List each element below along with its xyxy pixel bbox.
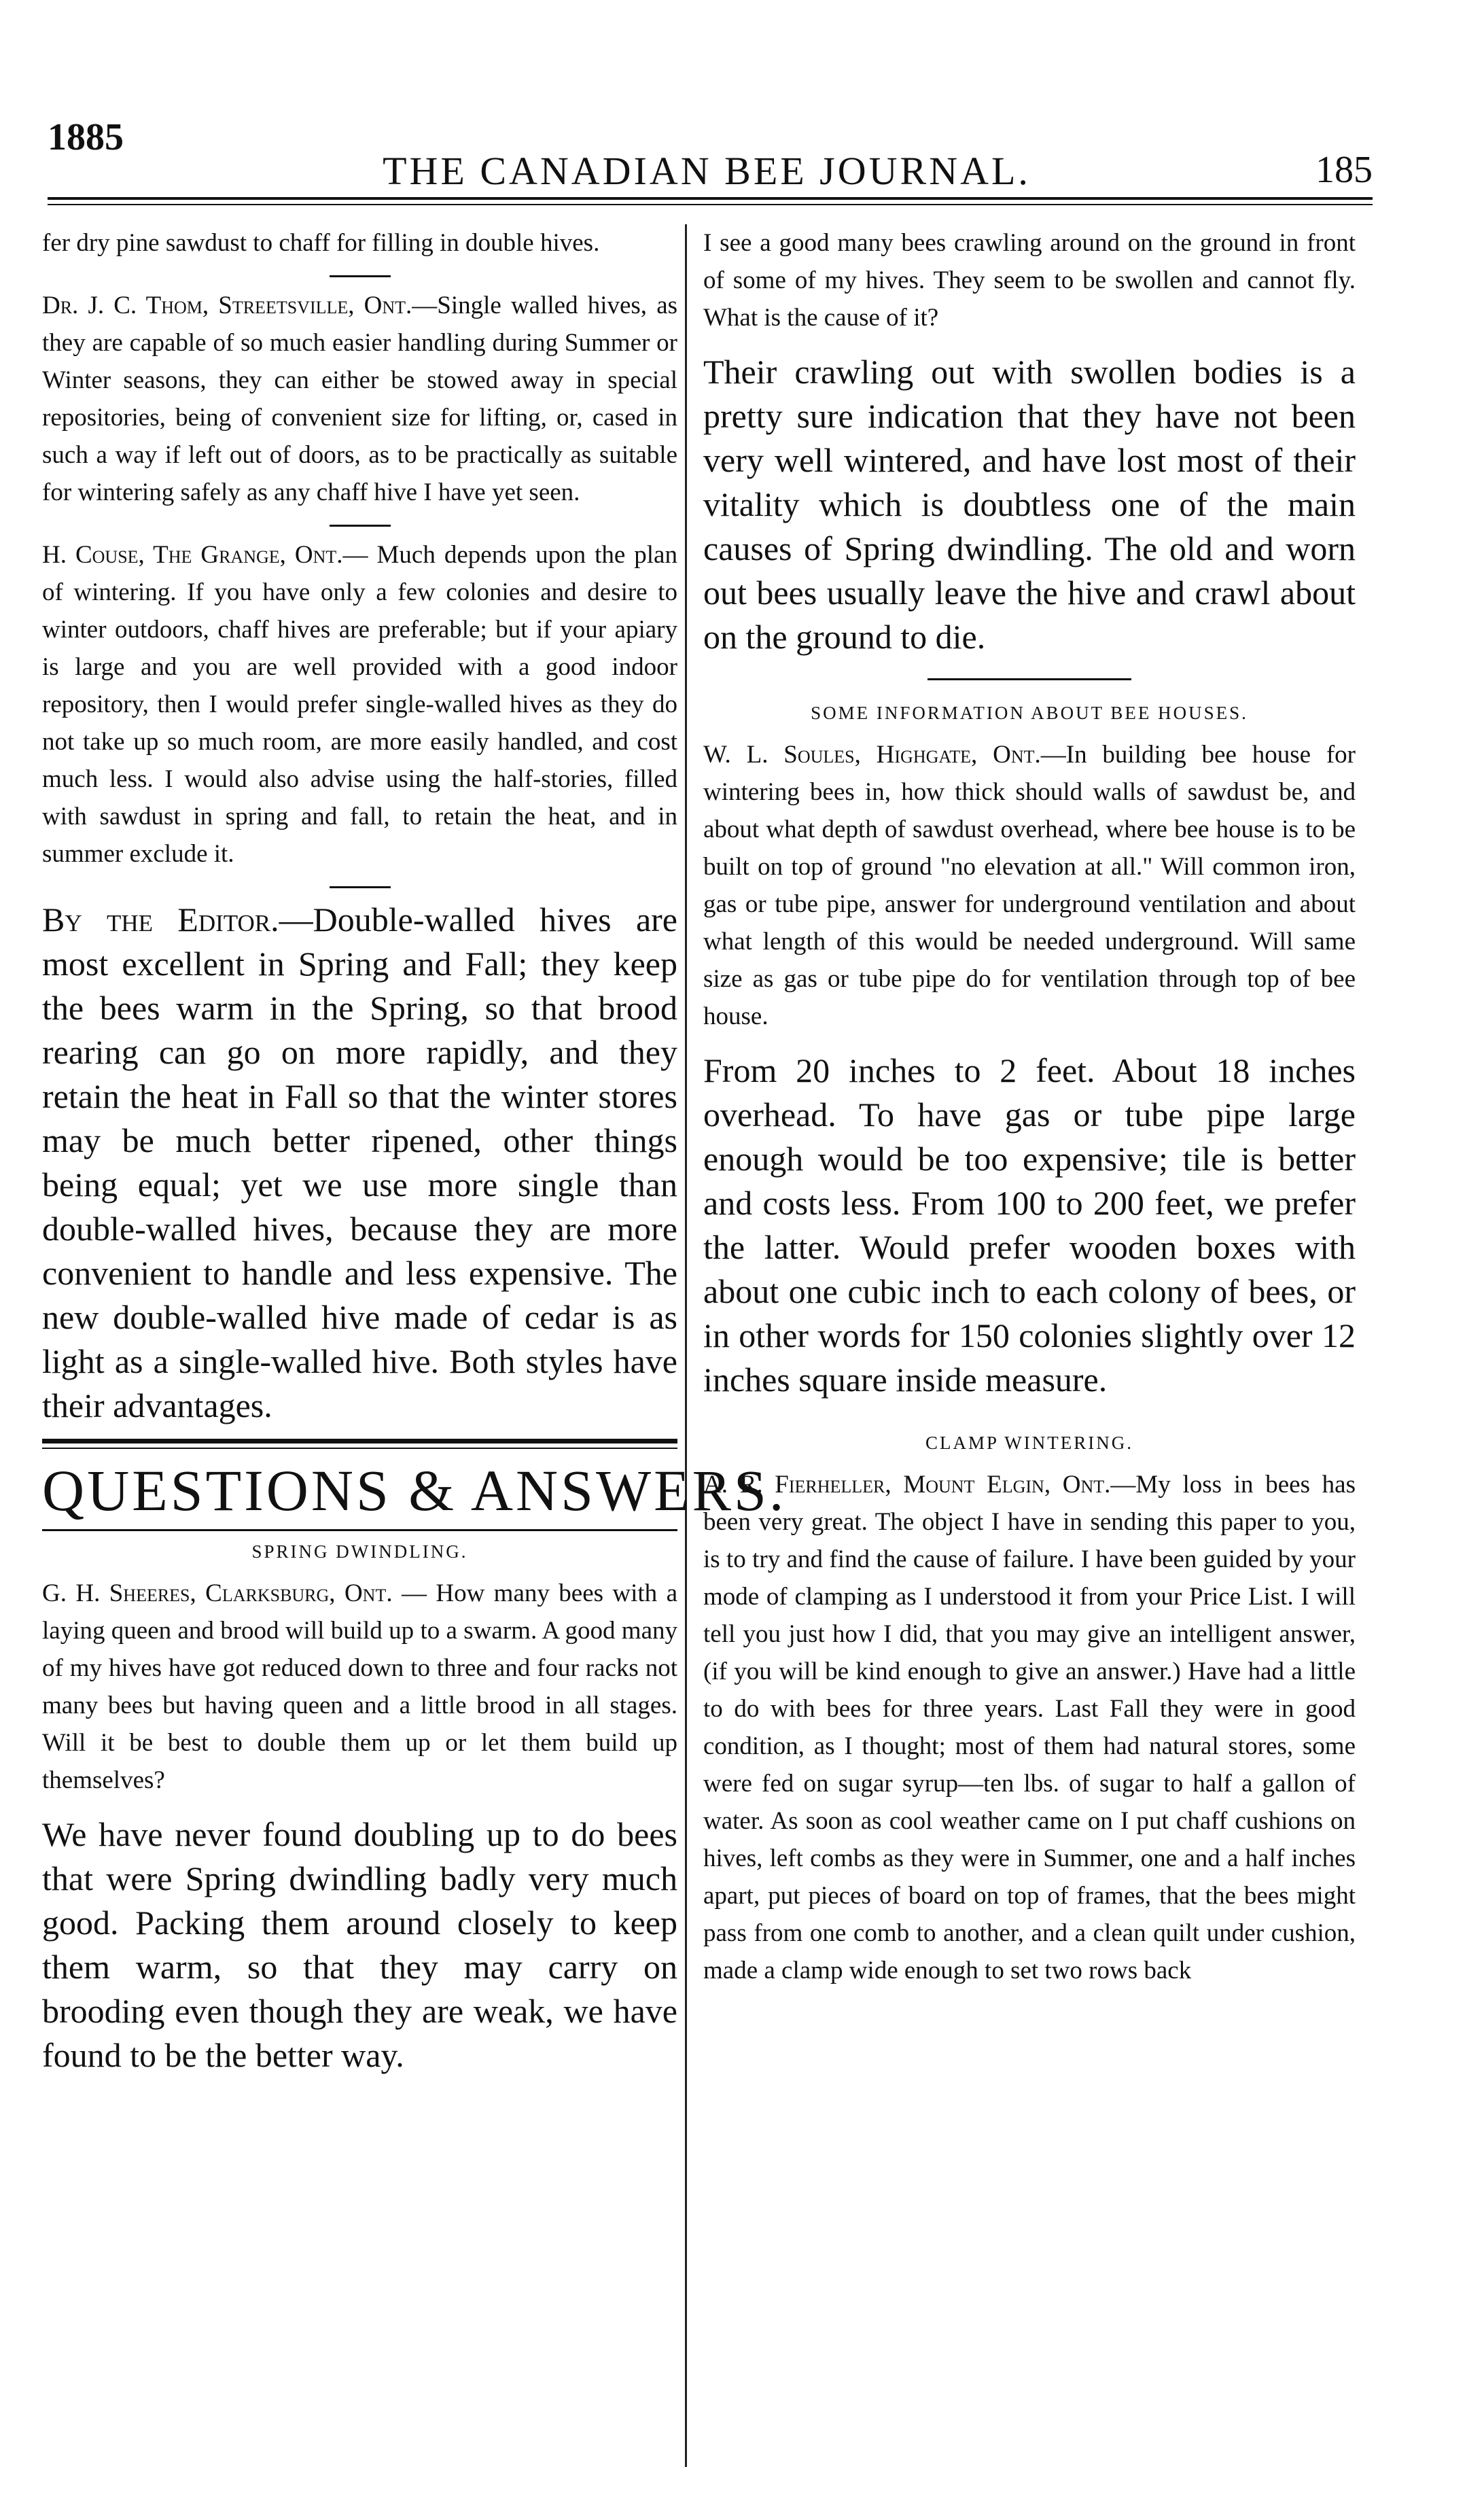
journal-title: THE CANADIAN BEE JOURNAL. — [383, 149, 1031, 193]
couse-letter — [42, 536, 677, 873]
editor-text: —Double-walled hives are most excellent in Spring and Fall; they keep the bees warm in the Spring, so that brood rearing can go on more rapidly, and they retain the heat in Fall so that the winter stores may be much better ripened, other things being equal; yet we use more single than double-walled hives, because they are more convenient to handle and less expensive. The new double-walled hive made of cedar is as light as a single-walled hive. Both styles have their advantages. — [42, 900, 677, 1424]
sheeres-question — [42, 1575, 677, 1799]
crawling-answer: Their crawling out with swollen bodies is a pretty sure indication that they have not been very well wintered, and have lost most of their vitality which is doubtless one of the main causes of Spring dwindling. The old and worn out bees usually leave the hive and crawl about on the ground to die. — [703, 353, 1356, 656]
header-year: 1885 — [48, 116, 124, 158]
sheeres-name: G. H. Sheeres, Clarksburg, Ont. — [42, 1579, 393, 1607]
sheeres-text: — How many bees with a laying queen and brood will build up to a swarm. A good many of my hives have got reduced down to three and four racks not many bees but having queen and a little brood in all stages. Will it be best to double them up or let them build up themselves? — [42, 1579, 677, 1794]
spring-dwindling-heading: SPRING DWINDLING. — [251, 1541, 468, 1562]
couse-text: — Much depends upon the plan of wintering. If you have only a few colonies and desire to winter outdoors, chaff hives are preferable; but if your apiary is large and you are well provided with a good indoor repository, then I would prefer single-walled hives as they do not take up so much room, are more easily handled, and cost much less. I would also advise using the half-stories, filled with sawdust in spring and fall, to retain the heat, and in summer exclude it. — [42, 541, 677, 868]
soules-question — [703, 736, 1356, 1035]
qa-rule-thick — [42, 1439, 677, 1443]
separator-rule — [928, 678, 1131, 680]
thom-name: Dr. J. C. Thom, Streetsville, Ont. — [42, 292, 412, 319]
editor-name: By the Editor. — [42, 900, 279, 939]
header-rule-thin — [48, 204, 1373, 205]
thom-text: —Single walled hives, as they are capable of so much easier handling during Summer or Winter seasons, they can either be stowed away in special repositories, being of convenient size for lifting, or, cased in such a way if left out of doors, as to be practically as suitable for wintering safely as any chaff hive I have yet seen. — [42, 292, 678, 506]
qa-section-header — [42, 1439, 787, 1531]
soules-name: W. L. Soules, Highgate, Ont. — [703, 741, 1041, 769]
header-rule — [48, 197, 1373, 200]
bee-houses-heading: SOME INFORMATION ABOUT BEE HOUSES. — [811, 703, 1248, 723]
clamp-wintering-heading: CLAMP WINTERING. — [925, 1433, 1133, 1453]
editor-reply — [42, 898, 677, 1428]
qa-rule-thin — [42, 1448, 677, 1449]
soules-answer: From 20 inches to 2 feet. About 18 inches overhead. To have gas or tube pipe large enough would be too expensive; tile is better and costs less. From 100 to 200 feet, we prefer the latter. Would prefer wooden boxes with about one cubic inch to each colony of bees, or in other words for 150 colonies slightly over 12 inches square inside measure. — [703, 1051, 1356, 1399]
continued-paragraph: fer dry pine sawdust to chaff for filling in double hives. — [42, 229, 600, 257]
separator-rule — [330, 886, 391, 888]
crawling-question: I see a good many bees crawling around on the ground in front of some of my hives. They seem to be swollen and cannot fly. What is the cause of it? — [703, 229, 1356, 332]
soules-text: —In building bee house for wintering bees in, how thick should walls of sawdust be, and about what depth of sawdust overhead, where bee house is to be built on top of ground "no elevation at all." Will common iron, gas or tube pipe, answer for underground ventilation and about what length of this would be needed underground. Will same size as gas or tube pipe do for ventilation through top of bee house. — [703, 741, 1356, 1030]
page-number: 185 — [1315, 149, 1373, 191]
couse-name: H. Couse, The Grange, Ont. — [42, 541, 343, 569]
thom-letter — [42, 287, 677, 511]
fierheller-letter — [703, 1466, 1356, 1989]
column-divider — [685, 224, 687, 2467]
left-column — [42, 224, 787, 2078]
separator-rule — [330, 275, 391, 277]
separator-rule — [330, 525, 391, 527]
fierheller-name: A. R. Fierheller, Mount Elgin, Ont. — [703, 1471, 1111, 1499]
right-column — [703, 224, 1356, 1989]
qa-rule-bottom — [42, 1529, 677, 1531]
sheeres-answer: We have never found doubling up to do bees that were Spring dwindling badly very much good. Packing them around closely to keep them warm, so that they may carry on brooding even though they are weak, we have found to be the better way. — [42, 1815, 677, 2074]
qa-heading: QUESTIONS & ANSWERS. — [42, 1458, 787, 1523]
page-header — [41, 116, 1373, 197]
fierheller-text: —My loss in bees has been very great. The object I have in sending this paper to you, is to try and find the cause of failure. I have been guided by your mode of clamping as I understood it from your Price List. I will tell you just how I did, that you may give an intelligent answer, (if you will be kind enough to give an answer.) Have had a little to do with bees for three years. Last Fall they were in good condition, as I thought; most of them had natural stores, some were fed on sugar syrup—ten lbs. of sugar to half a gallon of water. As soon as cool weather came on I put chaff cushions on hives, left combs as they were in Summer, one and a half inches apart, put pieces of board on top of frames, that the bees might pass from one comb to another, and a clean quilt under cushion, made a clamp wide enough to set two rows back — [703, 1471, 1356, 1984]
